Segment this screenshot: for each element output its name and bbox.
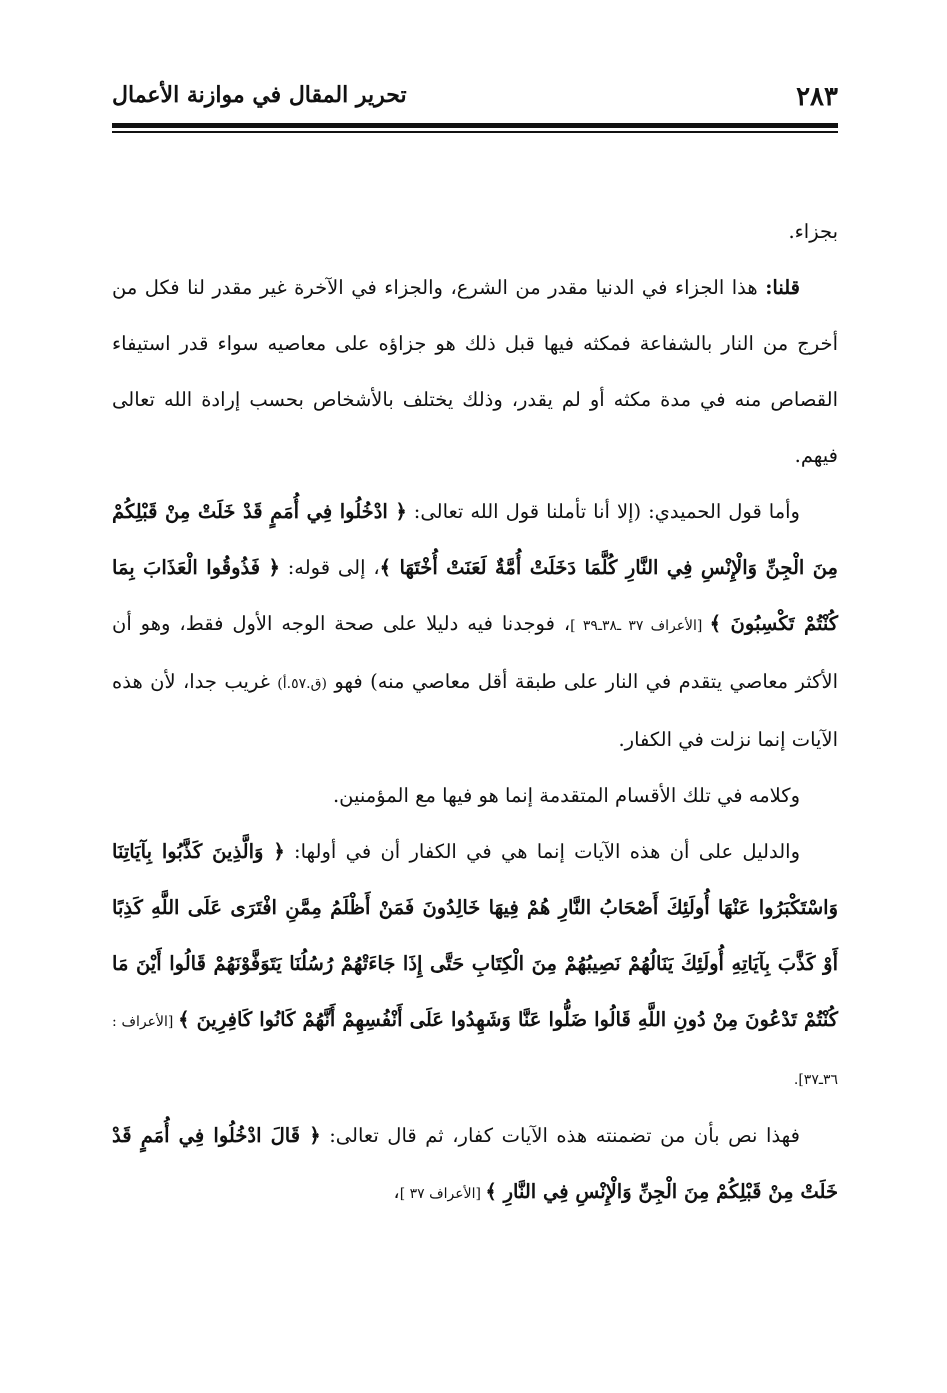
paragraph-5-text-1: فهذا نص بأن من تضمنته هذه الآيات كفار، ثم قال تعالى: — [320, 1124, 800, 1147]
paragraph-2-text-3: ، فوجدنا فيه دليلا على صحة الوجه الأول فقط، وهو أن الأكثر معاصي يتقدم في النار على طبقة أقل معاصي منه) فهو — [112, 612, 838, 693]
paragraph-4 — [112, 824, 838, 1108]
quran-quote-1: ﴿ ادْخُلُوا فِي أُمَمٍ قَدْ خَلَتْ مِنْ قَبْلِكُمْ مِنَ الْجِنِّ وَالْإِنْسِ فِي النَّارِ كُلَّمَا دَخَلَتْ أُمَّةٌ لَعَنَتْ أُخْتَهَا ﴾ — [112, 500, 839, 579]
paragraph-2-text-2: ، إلى قوله: — [279, 556, 380, 579]
page-number: ٢٨٣ — [796, 82, 838, 112]
verse-reference-2: [الأعراف : ٣٦ـ٣٧]. — [112, 1014, 838, 1088]
paragraph-1 — [112, 260, 838, 484]
paragraph-5-text-2: ، — [393, 1180, 400, 1203]
paragraph-2-text-4: غريب جدا، لأن هذه الآيات إنما نزلت في الكفار. — [112, 670, 838, 751]
body-text — [112, 204, 838, 1222]
verse-reference-1: [الأعراف ٣٧ ـ٣٨ـ٣٩ ] — [570, 618, 710, 634]
page-header — [112, 80, 838, 114]
header-rule-thick — [112, 123, 838, 128]
quran-quote-2: ﴿ فَذُوقُوا الْعَذَابَ بِمَا كُنْتُمْ تَكْسِبُونَ ﴾ — [112, 556, 838, 635]
manuscript-reference: (ق.٥٧.أ) — [277, 676, 327, 692]
paragraph-2 — [112, 484, 838, 768]
paragraph-1-lead: قلنا: — [765, 276, 800, 299]
paragraph-3: وكلامه في تلك الأقسام المتقدمة إنما هو فيها مع المؤمنين. — [332, 784, 800, 807]
running-title: تحرير المقال في موازنة الأعمال — [112, 82, 407, 108]
verse-reference-3: [الأعراف ٣٧ ] — [399, 1186, 486, 1202]
quran-quote-4: ﴿ قَالَ ادْخُلُوا فِي أُمَمٍ قَدْ خَلَتْ مِنْ قَبْلِكُمْ مِنَ الْجِنِّ وَالْإِنْسِ فِي النَّارِ ﴾ — [112, 1124, 838, 1203]
header-rule-thin — [112, 131, 838, 133]
paragraph-2-text-1: وأما قول الحميدي: (إلا أنا تأملنا قول الله تعالى: — [406, 500, 800, 523]
paragraph-4-text-1: والدليل على أن هذه الآيات إنما هي في الكفار أن في أولها: — [284, 840, 800, 863]
paragraph-1-text: هذا الجزاء في الدنيا مقدر من الشرع، والجزاء في الآخرة غير مقدر لنا فكل من أخرج من النار بالشفاعة فمكثه فيها قبل ذلك هو جزاؤه على معاصيه سواء قدر استيفاء القصاص منه في مدة مكثه أو لم يقدر، وذلك يختلف بالأشخاص بحسب إرادة الله تعالى فيهم. — [112, 276, 838, 467]
paragraph-0: بجزاء. — [788, 220, 838, 243]
paragraph-5 — [112, 1108, 838, 1222]
quran-quote-3: ﴿ وَالَّذِينَ كَذَّبُوا بِآيَاتِنَا وَاسْتَكْبَرُوا عَنْهَا أُولَئِكَ أَصْحَابُ النَّارِ هُمْ فِيهَا خَالِدُونَ فَمَنْ أَظْلَمُ مِمَّنِ افْتَرَى عَلَى اللَّهِ كَذِبًا أَوْ كَذَّبَ بِآيَاتِهِ أُولَئِكَ يَنَالُهُمْ نَصِيبُهُمْ مِنَ الْكِتَابِ حَتَّى إِذَا جَاءَتْهُمْ رُسُلُنَا يَتَوَفَّوْنَهُمْ قَالُوا أَيْنَ مَا كُنْتُمْ تَدْعُونَ مِنْ دُونِ اللَّهِ قَالُوا ضَلُّوا عَنَّا وَشَهِدُوا عَلَى أَنْفُسِهِمْ أَنَّهُمْ كَانُوا كَافِرِينَ ﴾ — [112, 840, 839, 1031]
